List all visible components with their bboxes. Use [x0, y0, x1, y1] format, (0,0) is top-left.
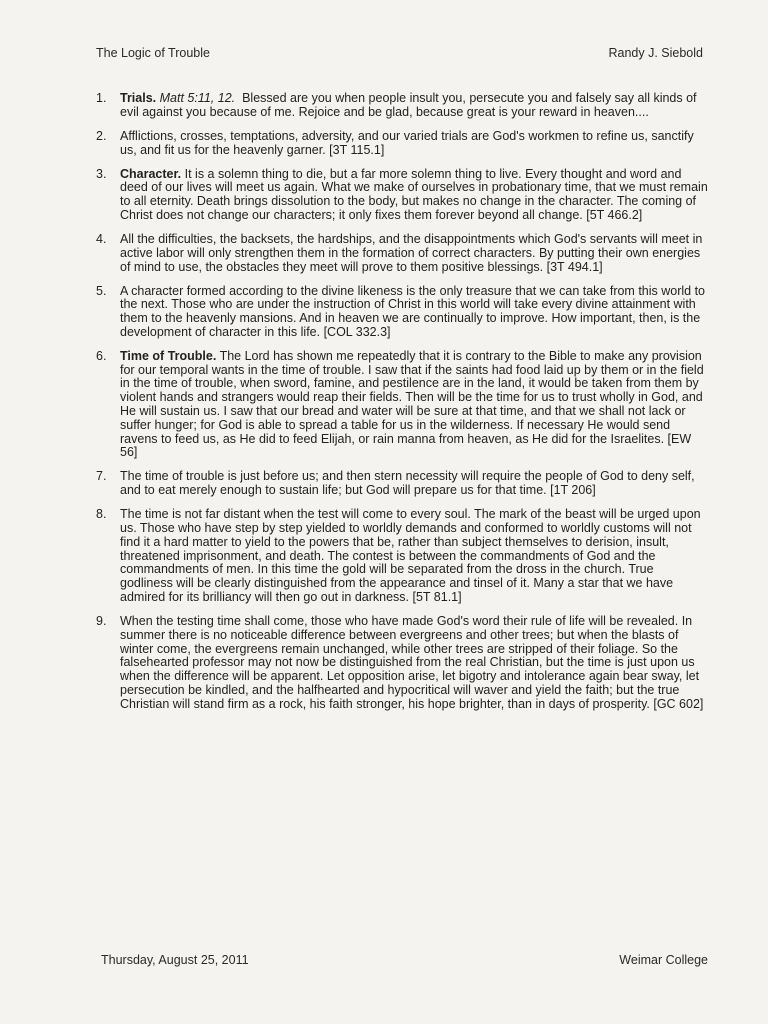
document-author: Randy J. Siebold: [608, 46, 703, 60]
item-text: The time of trouble is just before us; and then stern necessity will require the people of God to deny self, and to eat merely enough to sustain life; but God will prepare us for that time. [1T 206]: [120, 469, 695, 498]
list-item: [96, 470, 708, 498]
list-item: [96, 130, 708, 158]
item-text: A character formed according to the divine likeness is the only treasure that we can take from this world to the next. Those who are under the instruction of Christ in this world will take every divine attainment with them to the heavenly mansions. And in heaven we are continually to improve. How important, then, is the development of character in this life. [COL 332.3]: [120, 283, 706, 339]
document-title: The Logic of Trouble: [96, 46, 210, 60]
item-heading: Time of Trouble.: [120, 348, 217, 363]
item-body: [120, 615, 708, 712]
item-body: [120, 470, 708, 498]
list-item: [96, 92, 708, 120]
footer-date: Thursday, August 25, 2011: [101, 953, 249, 967]
item-body: [120, 285, 708, 340]
list-item: [96, 350, 708, 460]
item-body: [120, 168, 708, 223]
item-text: The time is not far distant when the test will come to every soul. The mark of the beast will be urged upon us. Those who have step by step yielded to worldly demands and conformed to worldly customs will not find it a hard matter to yield to the powers that be, rather than subject themselves to derision, insult, threatened imprisonment, and death. The contest is between the commandments of God and the commandments of men. In this time the gold will be separated from the dross in the church. True godliness will be clearly distinguished from the appearance and tinsel of it. Many a star that we have admired for its brilliancy will then go out in darkness. [5T 81.1]: [120, 507, 701, 605]
item-number: 7.: [96, 469, 107, 484]
item-number: 2.: [96, 128, 107, 143]
item-text: It is a solemn thing to die, but a far more solemn thing to live. Every thought and word and deed of our lives will meet us again. What we make of ourselves in probationary time, that we must remain to all eternity. Death brings dissolution to the body, but makes no change in the character. The coming of Christ does not change our characters; it only fixes them forever beyond all change. [5T 466.2]: [120, 166, 708, 222]
item-body: [120, 92, 708, 120]
footer-institution: Weimar College: [619, 953, 708, 967]
item-body: [120, 233, 708, 274]
item-text: Afflictions, crosses, temptations, adversity, and our varied trials are God's workmen to refine us, sanctify us, and fit us for the heavenly garner. [3T 115.1]: [120, 128, 694, 157]
item-body: [120, 508, 708, 605]
item-text: When the testing time shall come, those who have made God's word their rule of life will be revealed. In summer there is no noticeable difference between evergreens and other trees; but when the blasts of winter come, the evergreens remain unchanged, while other trees are stripped of their foliage. So the falsehearted professor may not now be distinguished from the real Christian, but the time is just upon us when the difference will be apparent. Let opposition arise, let bigotry and intolerance again bear sway, let persecution be kindled, and the halfhearted and hypocritical will waver and yield the faith; but the true Christian will stand firm as a rock, his faith stronger, his hope brighter, than in days of prosperity. [GC 602]: [120, 614, 704, 711]
item-number: 5.: [96, 283, 107, 298]
item-number: 3.: [96, 166, 107, 181]
page-header: [96, 46, 703, 60]
list-item: [96, 508, 708, 605]
item-body: [120, 130, 708, 158]
item-number: 8.: [96, 507, 107, 522]
item-number: 9.: [96, 614, 107, 628]
item-text: Blessed are you when people insult you, persecute you and falsely say all kinds of evil against you because of me. Rejoice and be glad, because great is your reward in heaven....: [120, 91, 697, 119]
item-heading: Character.: [120, 166, 182, 181]
item-number: 6.: [96, 348, 107, 363]
list-item: [96, 168, 708, 223]
item-number: 1.: [96, 91, 107, 105]
item-reference: Matt 5:11, 12.: [159, 91, 236, 105]
item-text: The Lord has shown me repeatedly that it is contrary to the Bible to make any provision for our temporal wants in the time of trouble. I saw that if the saints had food laid up by them or in the field in the time of trouble, when sword, famine, and pestilence are in the land, it would be taken from them by violent hands and strangers would reap their fields. Then will be the time for us to trust wholly in God, and He will sustain us. I saw that our bread and water will be sure at that time, and that we shall not lack or suffer hunger; for God is able to spread a table for us in the wilderness. If necessary He would send ravens to feed us, as He did to feed Elijah, or rain manna from heaven, as He did for the Israelites. [EW 56]: [120, 348, 704, 460]
item-number: 4.: [96, 231, 107, 246]
item-text: All the difficulties, the backsets, the hardships, and the disappointments which God's servants will meet in active labor will only strengthen them in the formation of correct characters. By putting their own energies of mind to use, the obstacles they meet will prove to them positive blessings. [3T 494.1]: [120, 231, 703, 274]
list-item: [96, 233, 708, 274]
list-item: [96, 285, 708, 340]
quote-list: [96, 92, 708, 722]
list-item: [96, 615, 708, 712]
page-footer: [101, 953, 708, 967]
item-heading: Trials.: [120, 91, 157, 105]
item-body: [120, 350, 708, 460]
